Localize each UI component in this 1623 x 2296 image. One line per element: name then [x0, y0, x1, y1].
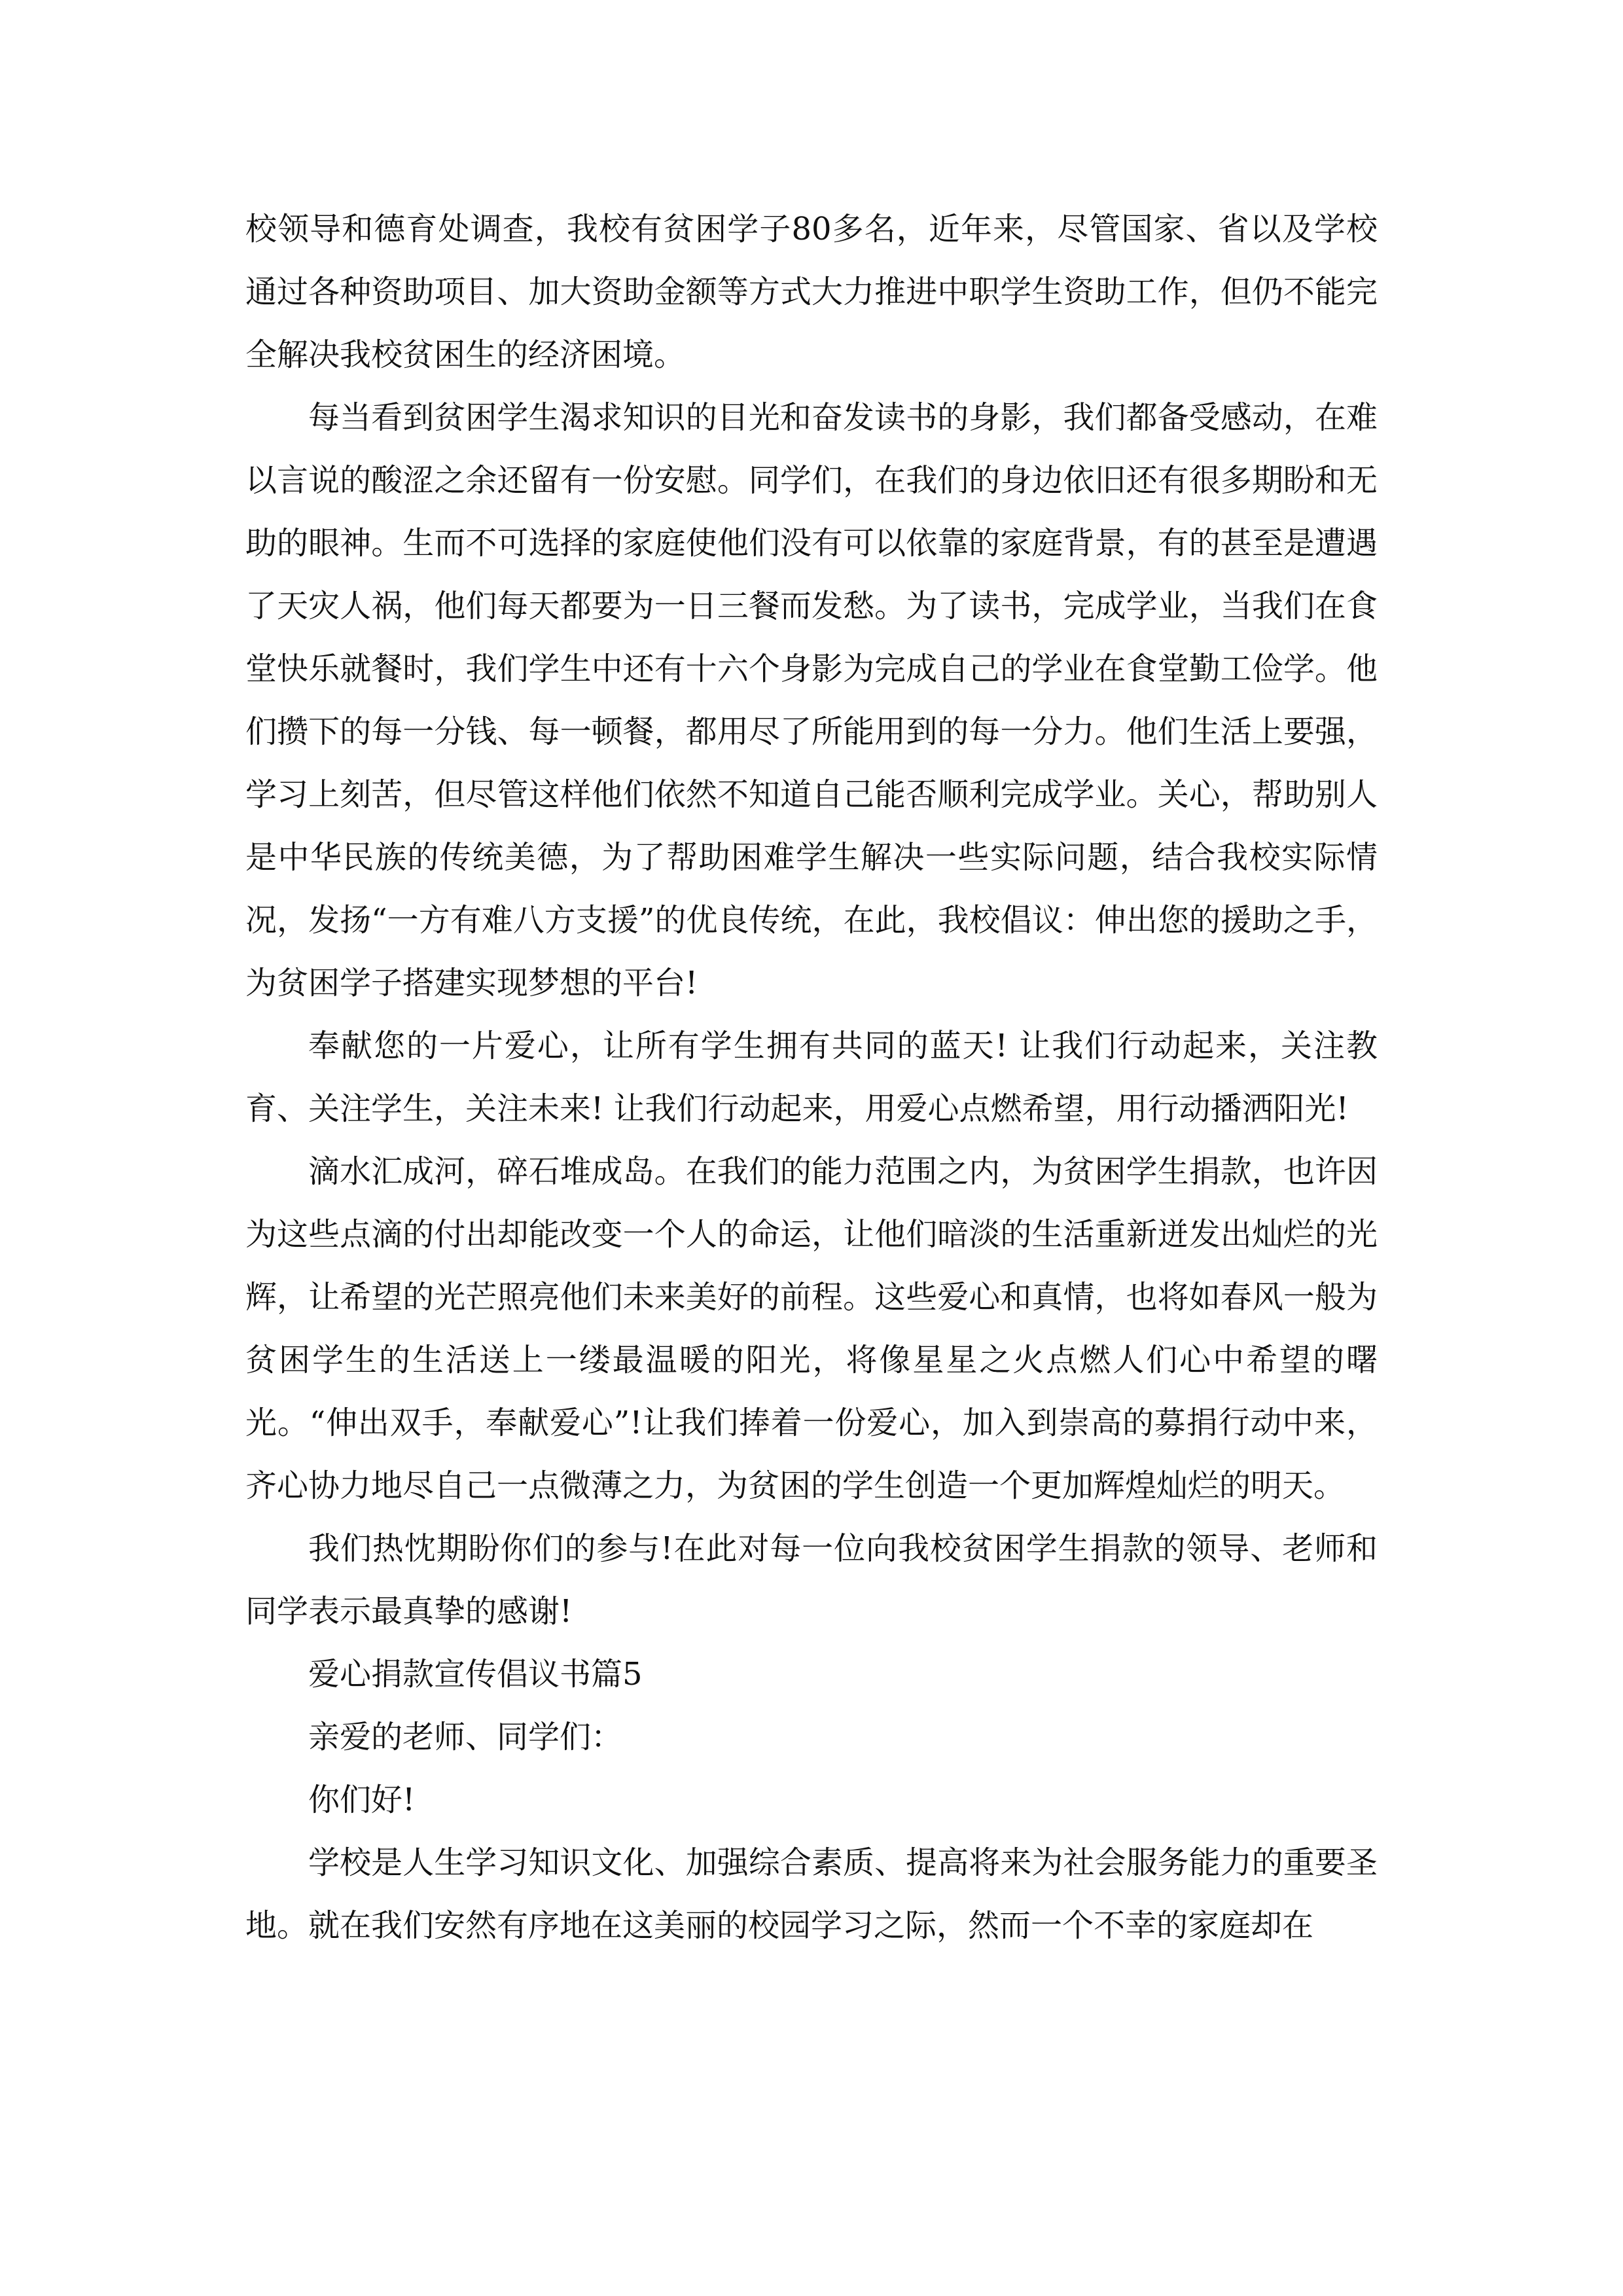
- section-heading: 爱心捐款宣传倡议书篇5: [308, 1656, 643, 1693]
- paragraph: 学校是人生学习知识文化、加强综合素质、提高将来为社会服务能力的重要圣地。就在我们安然有序地在这美丽的校园学习之际，然而一个不幸的家庭却在: [245, 1844, 1378, 1944]
- document-body: [245, 198, 1378, 1957]
- salutation: 亲爱的老师、同学们：: [308, 1719, 623, 1755]
- greeting: 你们好!: [308, 1782, 416, 1818]
- paragraph: 奉献您的一片爱心，让所有学生拥有共同的蓝天! 让我们行动起来，关注教育、关注学生，关注未来! 让我们行动起来，用爱心点燃希望，用行动播洒阳光!: [245, 1028, 1378, 1127]
- paragraph: 我们热忱期盼你们的参与!在此对每一位向我校贫困学生捐款的领导、老师和同学表示最真挚的感谢!: [245, 1530, 1378, 1630]
- paragraph: 滴水汇成河，碎石堆成岛。在我们的能力范围之内，为贫困学生捐款，也许因为这些点滴的付出却能改变一个人的命运，让他们暗淡的生活重新迸发出灿烂的光辉，让希望的光芒照亮他们未来美好的前程。这些爱心和真情，也将如春风一般为贫困学生的生活送上一缕最温暖的阳光，将像星星之火点燃人们心中希望的曙光。“伸出双手，奉献爱心”!让我们捧着一份爱心，加入到崇高的募捐行动中来，齐心协力地尽自己一点微薄之力，为贫困的学生创造一个更加辉煌灿烂的明天。: [245, 1153, 1378, 1504]
- paragraph: 每当看到贫困学生渴求知识的目光和奋发读书的身影，我们都备受感动，在难以言说的酸涩之余还留有一份安慰。同学们，在我们的身边依旧还有很多期盼和无助的眼神。生而不可选择的家庭使他们没有可以依靠的家庭背景，有的甚至是遭遇了天灾人祸，他们每天都要为一日三餐而发愁。为了读书，完成学业，当我们在食堂快乐就餐时，我们学生中还有十六个身影为完成自己的学业在食堂勤工俭学。他们攒下的每一分钱、每一顿餐，都用尽了所能用到的每一分力。他们生活上要强，学习上刻苦，但尽管这样他们依然不知道自己能否顺利完成学业。关心，帮助别人是中华民族的传统美德，为了帮助困难学生解决一些实际问题，结合我校实际情况，发扬“一方有难八方支援”的优良传统，在此，我校倡议：伸出您的援助之手，为贫困学子搭建实现梦想的平台!: [245, 399, 1378, 1001]
- paragraph: 校领导和德育处调查，我校有贫困学子80多名，近年来，尽管国家、省以及学校通过各种资助项目、加大资助金额等方式大力推进中职学生资助工作，但仍不能完全解决我校贫困生的经济困境。: [245, 211, 1378, 373]
